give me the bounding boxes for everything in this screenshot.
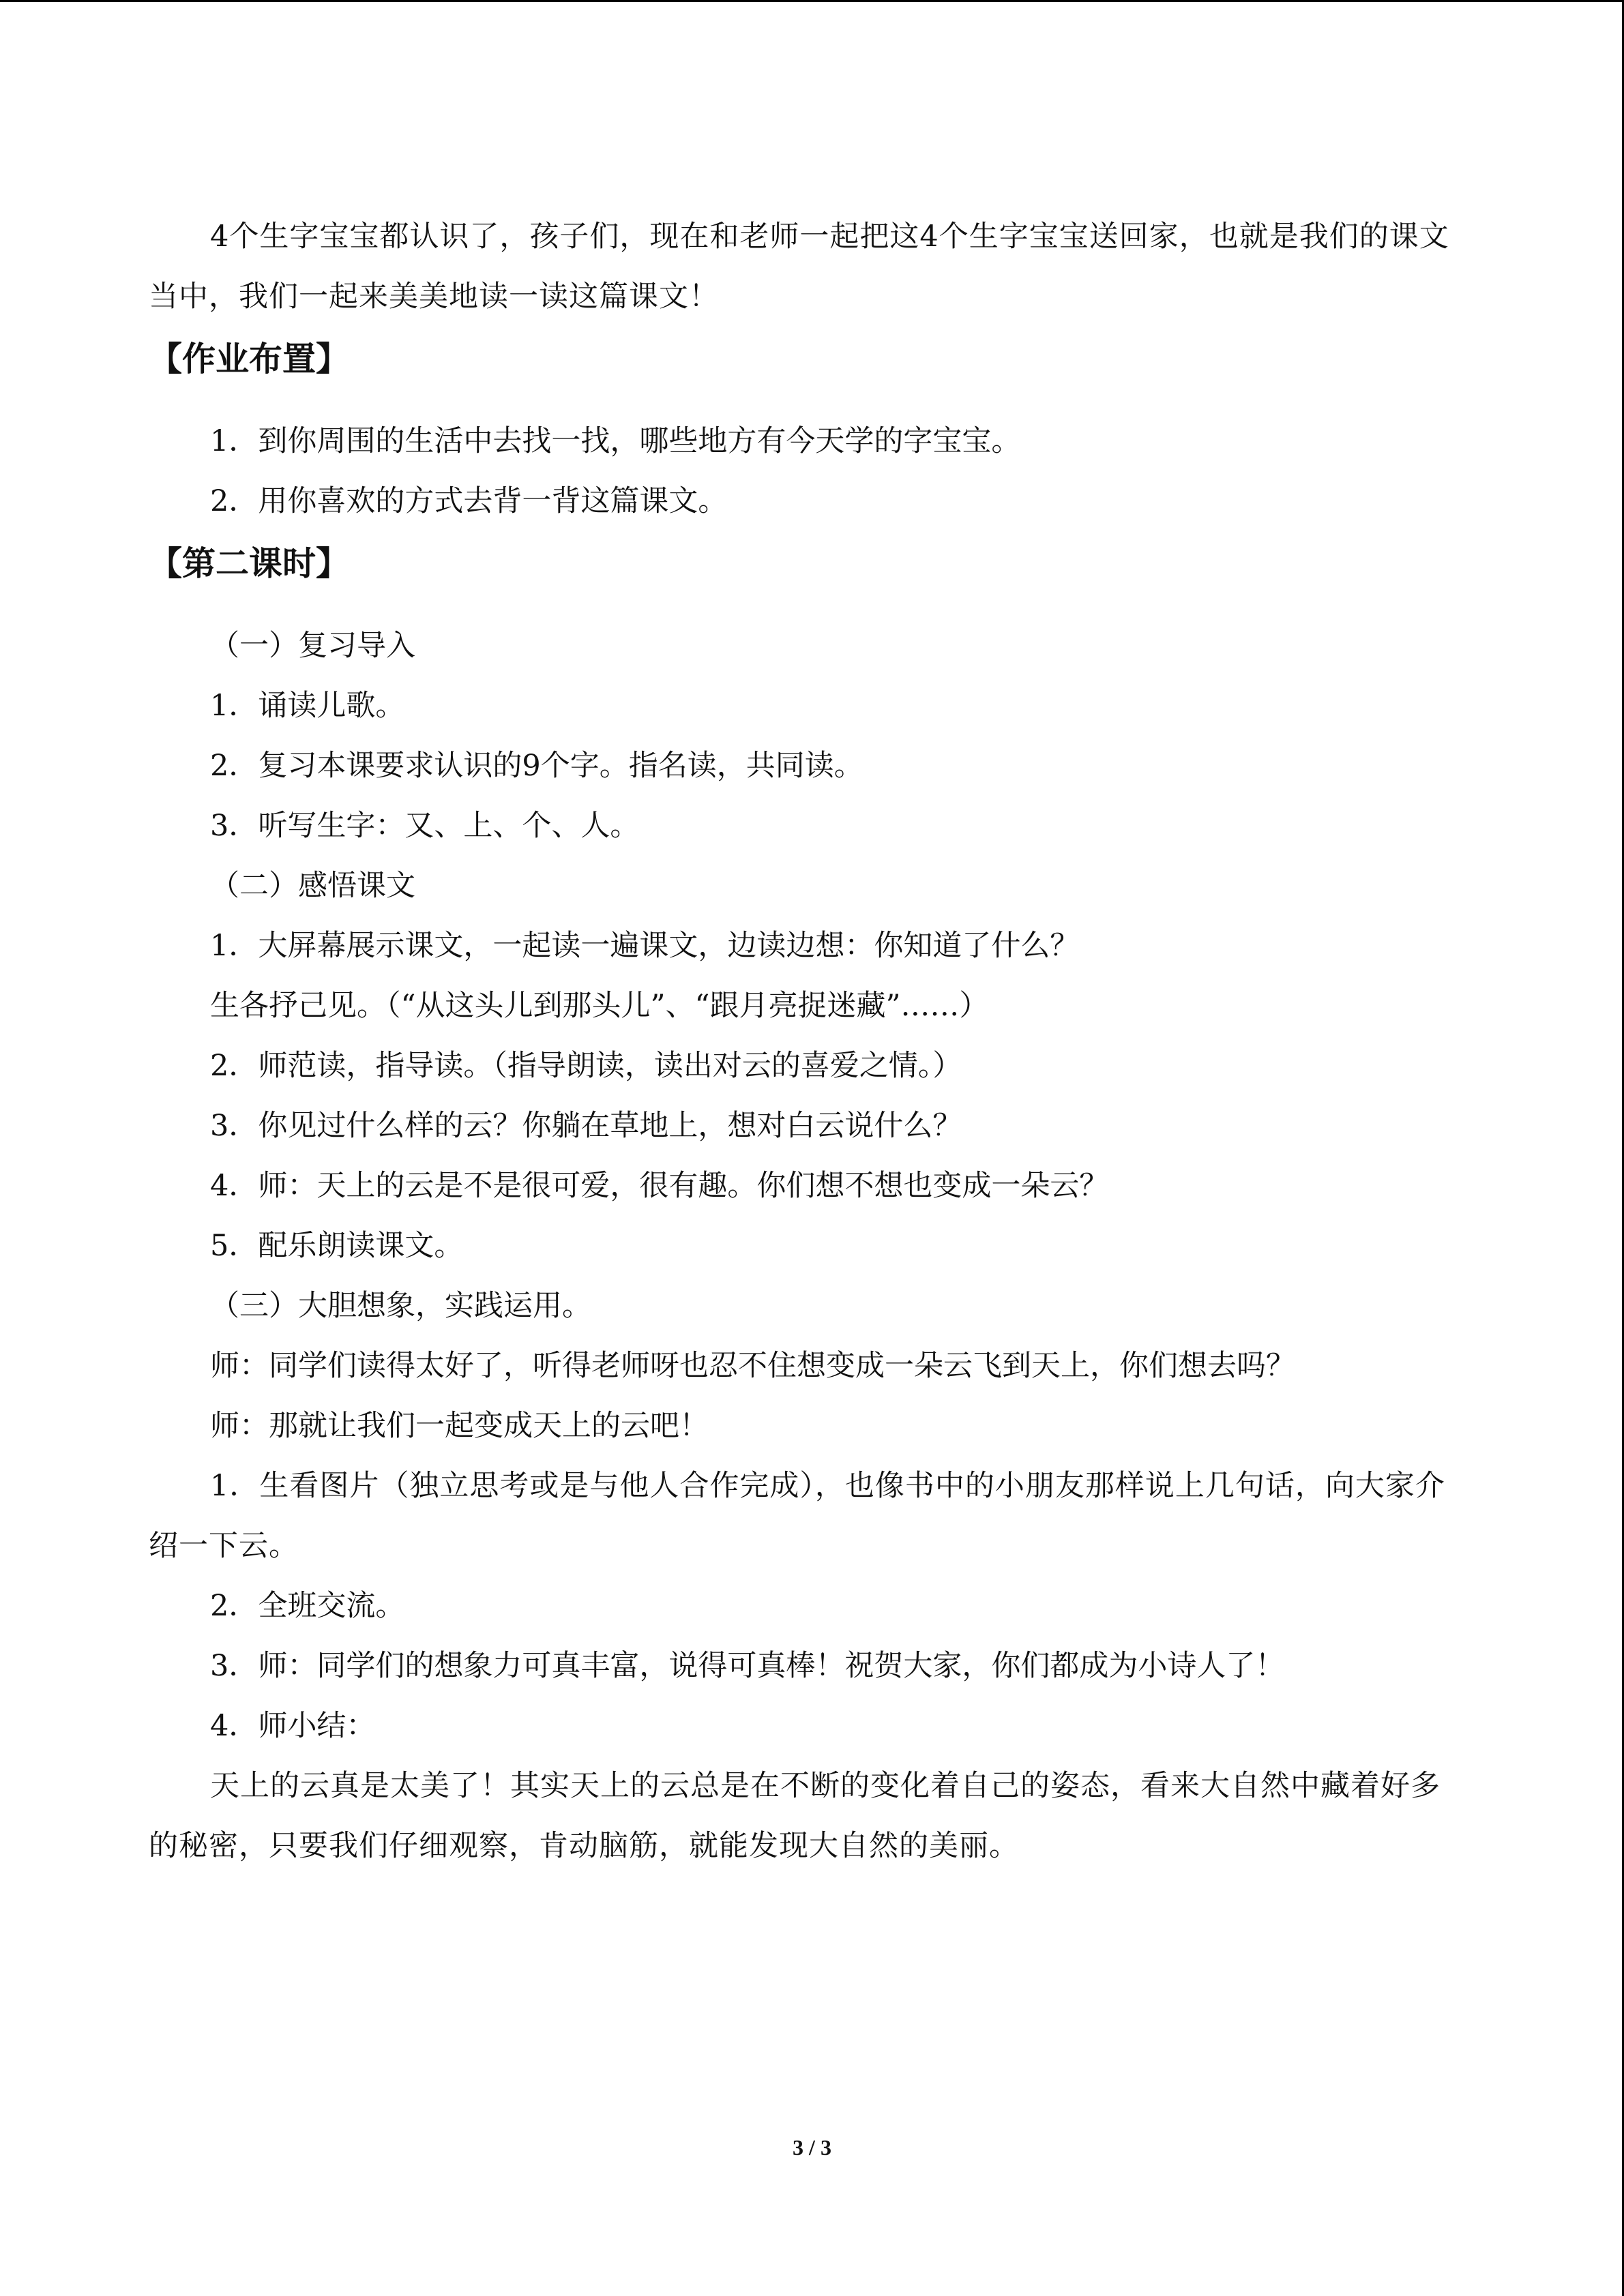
section2-item-2: 2．师范读，指导读。（指导朗读，读出对云的喜爱之情。） — [210, 1049, 962, 1083]
section1-item-2: 2．复习本课要求认识的9个字。指名读，共同读。 — [210, 749, 863, 783]
page-content — [149, 207, 1465, 1876]
section2-item-4: 4．师：天上的云是不是很可爱，很有趣。你们想不想也变成一朵云？ — [210, 1169, 1109, 1203]
homework-item-2: 2．用你喜欢的方式去背一背这篇课文。 — [210, 484, 728, 518]
section2-item-3: 3．你见过什么样的云？你躺在草地上，想对白云说什么？ — [210, 1109, 962, 1143]
section2-title: （二）感悟课文 — [210, 869, 415, 903]
section3-item-4: 4．师小结： — [210, 1709, 376, 1743]
section2-item-1: 1．大屏幕展示课文，一起读一遍课文，边读边想：你知道了什么？ — [210, 929, 1080, 963]
intro-paragraph: 4个生字宝宝都认识了，孩子们，现在和老师一起把这4个生字宝宝送回家，也就是我们的课文当中，我们一起来美美地读一读这篇课文！ — [149, 220, 1449, 314]
page-number: 3 / 3 — [793, 2135, 831, 2160]
lesson2-heading: 【第二课时】 — [149, 544, 350, 583]
spacer — [149, 597, 1465, 616]
section1-item-3: 3．听写生字：又、上、个、人。 — [210, 809, 640, 843]
spacer — [149, 392, 1465, 411]
section1-title: （一）复习导入 — [210, 629, 415, 663]
homework-item-1: 1．到你周围的生活中去找一找，哪些地方有今天学的字宝宝。 — [210, 424, 1021, 458]
section3-teacher-line-2: 师：那就让我们一起变成天上的云吧！ — [210, 1409, 709, 1443]
section2-item-1-note: 生各抒己见。（“从这头儿到那头儿”、“跟月亮捉迷藏”……） — [210, 989, 989, 1023]
section3-item-1: 1．生看图片（独立思考或是与他人合作完成），也像书中的小朋友那样说上几句话，向大家介绍一下云。 — [149, 1469, 1445, 1563]
section2-item-5: 5．配乐朗读课文。 — [210, 1229, 464, 1263]
section1-item-1: 1．诵读儿歌。 — [210, 689, 405, 723]
section3-item-3: 3．师：同学们的想象力可真丰富，说得可真棒！祝贺大家，你们都成为小诗人了！ — [210, 1649, 1285, 1683]
section3-item-2: 2．全班交流。 — [210, 1589, 405, 1623]
section3-teacher-line-1: 师：同学们读得太好了，听得老师呀也忍不住想变成一朵云飞到天上，你们想去吗？ — [210, 1349, 1295, 1383]
homework-heading: 【作业布置】 — [149, 340, 350, 378]
section3-summary: 天上的云真是太美了！其实天上的云总是在不断的变化着自己的姿态，看来大自然中藏着好多的秘密，只要我们仔细观察，肯动脑筋，就能发现大自然的美丽。 — [149, 1769, 1441, 1863]
section3-title: （三）大胆想象，实践运用。 — [210, 1289, 591, 1323]
